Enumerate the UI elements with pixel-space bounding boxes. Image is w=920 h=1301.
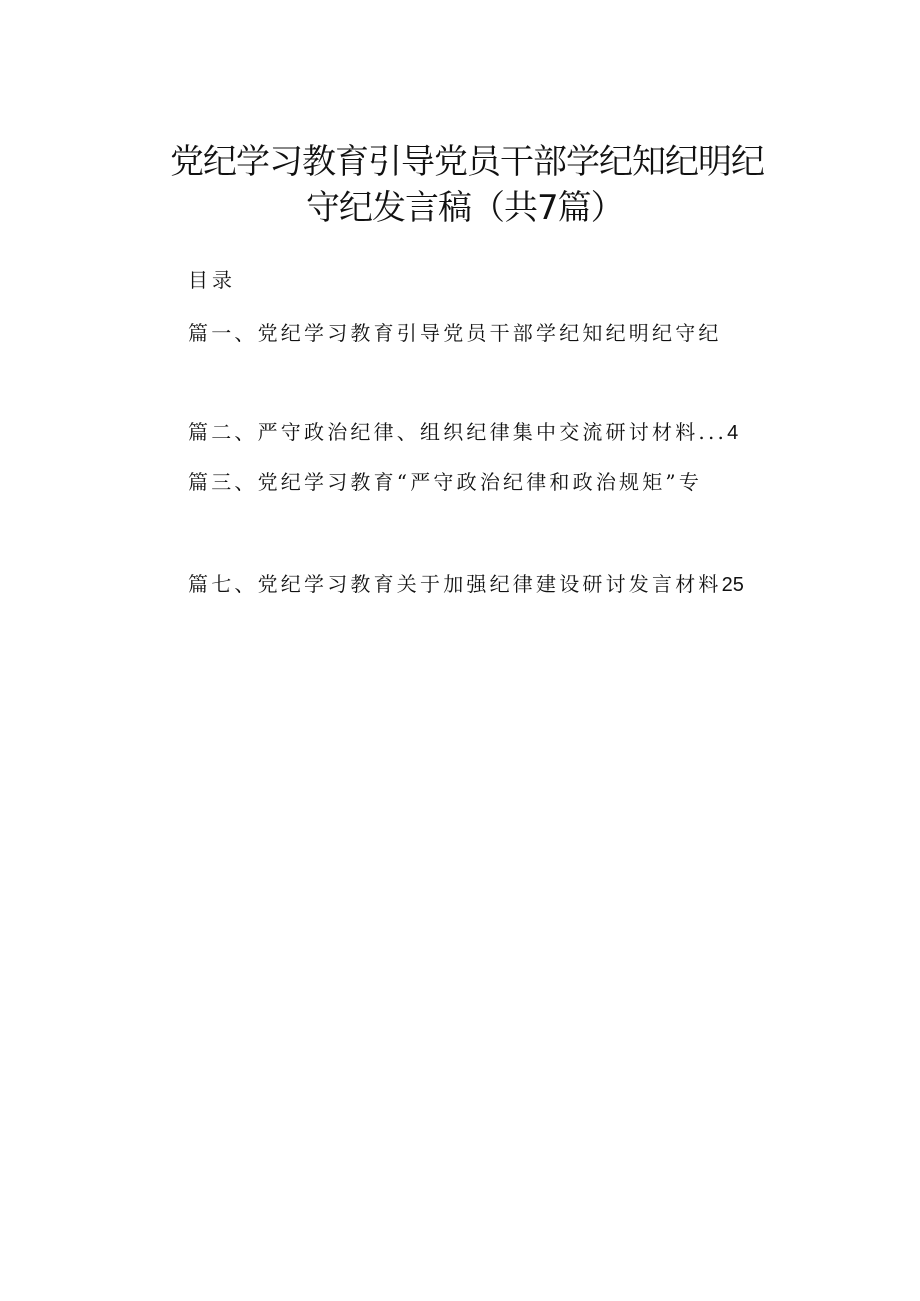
toc-entry-text: 篇一、党纪学习教育引导党员干部学纪知纪明纪守纪 (188, 321, 722, 345)
toc-entry[interactable] (188, 418, 738, 447)
toc-entry-text: 篇二、严守政治纪律、组织纪律集中交流研讨材料... (188, 420, 728, 444)
document-title-line-2: 守纪发言稿（共7篇） (306, 188, 624, 228)
toc-entry-page: 4 (727, 422, 739, 444)
toc-entry-text: 篇七、党纪学习教育关于加强纪律建设研讨发言材料 (188, 572, 722, 596)
toc-entry-text: 篇三、党纪学习教育“严守政治纪律和政治规矩”专 (188, 470, 703, 494)
toc-entry-page: 25 (721, 574, 744, 596)
document-title-line-1: 党纪学习教育引导党员干部学纪知纪明纪 (170, 142, 764, 182)
toc-entry[interactable] (188, 468, 702, 497)
toc-entry[interactable] (188, 570, 744, 599)
toc-heading: 目录 (188, 268, 236, 292)
toc-entry[interactable] (188, 319, 722, 348)
